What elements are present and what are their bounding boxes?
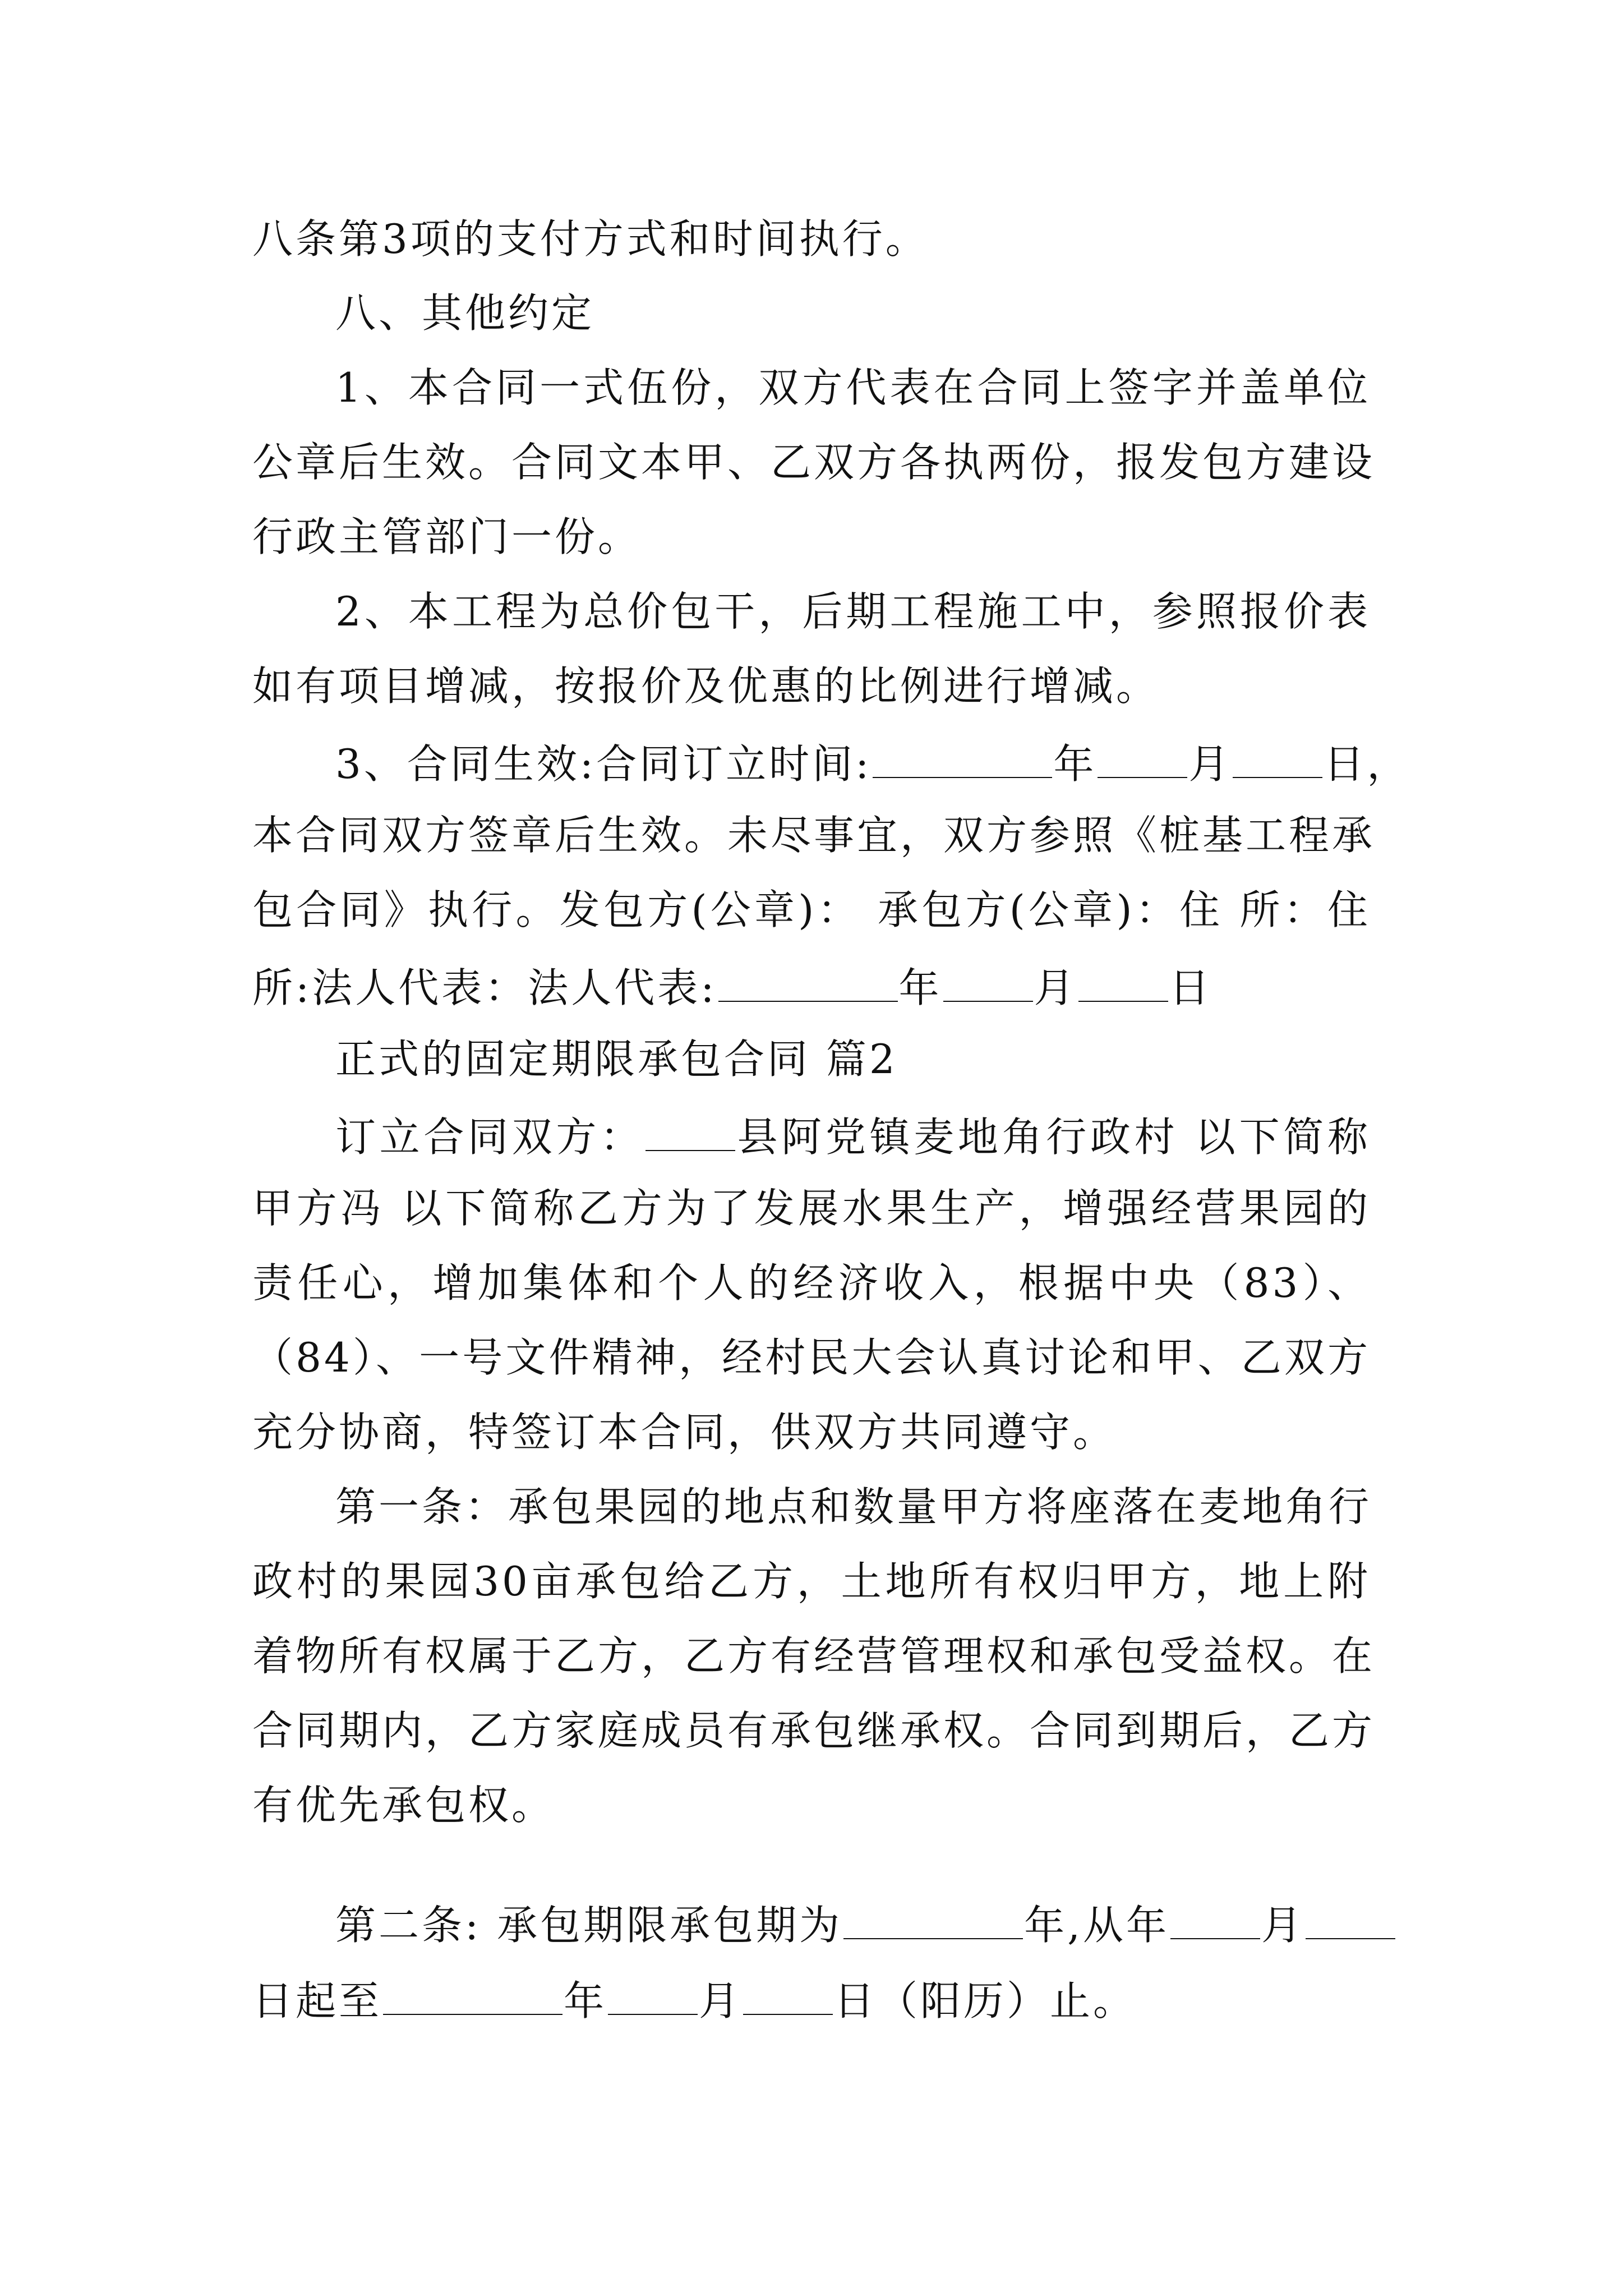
text-segment: 日起至 bbox=[252, 1977, 382, 2024]
text-segment: 所:法人代表：法人代表: bbox=[252, 964, 717, 1011]
text-segment: 日 bbox=[1169, 964, 1212, 1011]
text-line bbox=[335, 588, 1371, 635]
text-segment: 月 bbox=[1188, 740, 1232, 788]
text-line bbox=[252, 662, 1160, 710]
text-line bbox=[252, 964, 1212, 1011]
text-line bbox=[252, 513, 642, 560]
text-segment: 本合同双方签章后生效。未尽事宜，双方参照《桩基工程承 bbox=[252, 812, 1376, 859]
text-line bbox=[252, 1409, 1117, 1456]
text-segment: 政村的果园30亩承包给乙方，土地所有权归甲方，地上附 bbox=[252, 1558, 1371, 1605]
text-segment: 日， bbox=[1324, 740, 1410, 788]
text-segment: 甲方冯 以下简称乙方为了发展水果生产，增强经营果园的 bbox=[252, 1185, 1371, 1232]
text-line bbox=[335, 364, 1371, 411]
fill-blank bbox=[1078, 964, 1168, 1002]
section-heading bbox=[335, 1036, 898, 1083]
text-line bbox=[335, 1113, 1371, 1161]
text-segment: 年 bbox=[564, 1977, 607, 2024]
text-segment: 县阿党镇麦地角行政村 以下简称 bbox=[736, 1113, 1371, 1161]
text-segment: 八、其他约定 bbox=[335, 289, 595, 337]
fill-blank bbox=[383, 1977, 562, 2015]
text-line bbox=[252, 1558, 1371, 1605]
fill-blank bbox=[718, 964, 898, 1002]
text-segment: 日（阳历）止。 bbox=[834, 1977, 1137, 2024]
text-segment: 合同期内，乙方家庭成员有承包继承权。合同到期后，乙方 bbox=[252, 1707, 1376, 1754]
text-segment: 八条第3项的支付方式和时间执行。 bbox=[252, 215, 929, 263]
fill-blank bbox=[943, 964, 1033, 1002]
text-line bbox=[252, 1707, 1376, 1754]
text-segment: 着物所有权属于乙方，乙方有经营管理权和承包受益权。在 bbox=[252, 1632, 1376, 1680]
text-line bbox=[252, 886, 1371, 933]
text-segment: 有优先承包权。 bbox=[252, 1782, 555, 1829]
fill-blank bbox=[645, 1114, 735, 1151]
text-line bbox=[252, 812, 1376, 859]
text-segment: 年,从年 bbox=[1024, 1901, 1170, 1949]
text-line bbox=[252, 1185, 1371, 1232]
text-segment: 行政主管部门一份。 bbox=[252, 513, 642, 560]
text-segment: 年 bbox=[898, 964, 942, 1011]
fill-blank bbox=[1306, 1902, 1395, 1939]
text-segment: 月 bbox=[1261, 1901, 1305, 1949]
text-segment: 1、本合同一式伍份，双方代表在合同上签字并盖单位 bbox=[335, 364, 1371, 411]
text-segment: （84）、一号文件精神，经村民大会认真讨论和甲、乙双方 bbox=[252, 1334, 1371, 1381]
text-line bbox=[252, 1259, 1371, 1306]
text-segment: 第一条：承包果园的地点和数量甲方将座落在麦地角行 bbox=[335, 1483, 1372, 1530]
fill-blank bbox=[873, 740, 1052, 778]
text-segment: 第二条: 承包期限承包期为 bbox=[335, 1901, 843, 1949]
fill-blank bbox=[608, 1977, 698, 2015]
fill-blank bbox=[1170, 1902, 1260, 1939]
text-line bbox=[252, 1632, 1376, 1680]
text-segment: 包合同》执行。发包方(公章)： 承包方(公章)：住 所：住 bbox=[252, 886, 1371, 933]
text-line bbox=[252, 1334, 1371, 1381]
text-line bbox=[252, 439, 1376, 486]
section-heading bbox=[335, 289, 595, 337]
text-segment: 责任心，增加集体和个人的经济收入，根据中央（83）、 bbox=[252, 1259, 1371, 1306]
text-segment: 年 bbox=[1053, 740, 1097, 788]
text-segment: 3、合同生效:合同订立时间: bbox=[335, 740, 872, 788]
text-line bbox=[252, 1977, 1137, 2024]
text-segment: 公章后生效。合同文本甲、乙双方各执两份，报发包方建设 bbox=[252, 439, 1376, 486]
text-segment: 月 bbox=[699, 1977, 743, 2024]
text-segment: 月 bbox=[1034, 964, 1077, 1011]
fill-blank bbox=[743, 1977, 833, 2015]
fill-blank bbox=[1098, 740, 1187, 778]
text-segment: 订立合同双方： bbox=[335, 1113, 644, 1161]
text-segment: 2、本工程为总价包干，后期工程施工中，参照报价表 bbox=[335, 588, 1371, 635]
text-segment: 如有项目增减，按报价及优惠的比例进行增减。 bbox=[252, 662, 1160, 710]
fill-blank bbox=[1233, 740, 1322, 778]
fill-blank bbox=[843, 1902, 1023, 1939]
text-line bbox=[252, 1782, 555, 1829]
text-segment: 充分协商，特签订本合同，供双方共同遵守。 bbox=[252, 1409, 1117, 1456]
text-line bbox=[335, 740, 1410, 788]
text-segment: 正式的固定期限承包合同 篇2 bbox=[335, 1036, 898, 1083]
text-line bbox=[252, 215, 929, 263]
text-line bbox=[335, 1483, 1372, 1530]
text-line bbox=[335, 1901, 1396, 1949]
